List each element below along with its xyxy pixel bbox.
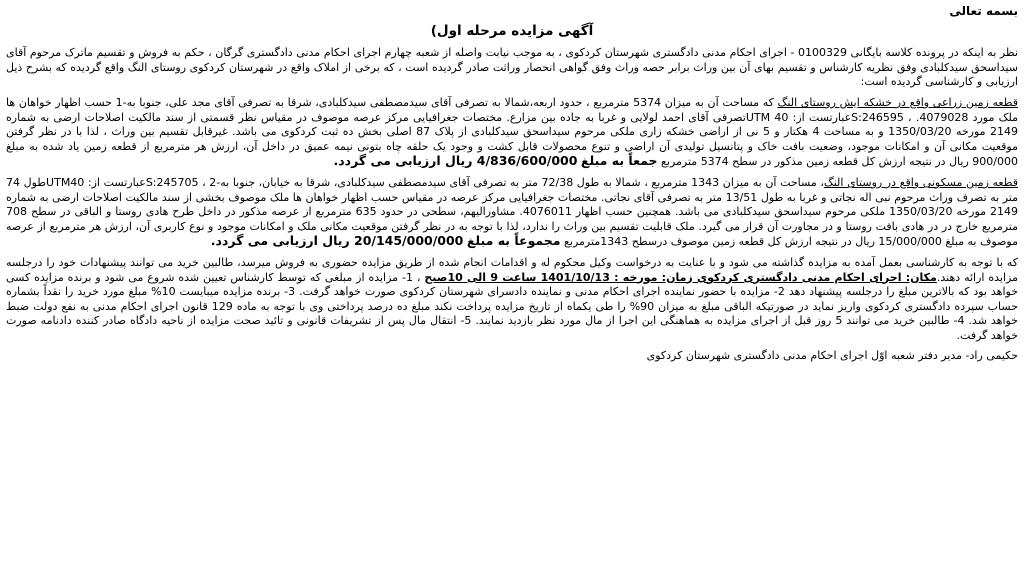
item-2-heading: قطعه زمین مسکونی واقع در روستای النگ	[823, 175, 1018, 189]
intro-paragraph: نظر به اینکه در پرونده کلاسه بایگانی 0100329 - اجرای احکام مدنی دادگستری شهرستان کردکوی ، به موجب نیابت واصله از شعبه چهارم اجرای احکام مدنی دادگستری گرگان ، حکم به فروش و تقسیم ماترک مرحوم آقای سیداسحق سیدکلبادی وفق نظریه کارشناس و تقسیم بهای آن بین وراث برابر حصه وراث وفق گواهی انحصار وراثت صادر گردیده است ، که برخی از املاک واقع در شهرستان کردکوی روستای النگ واقع گردیده که بشرح ذیل ارزیابی و کارشناسی گردیده است:	[6, 46, 1018, 89]
auction-place-time: مکان: اجرای احکام مدنی دادگستری کردکوی زمان: مورخه : 1401/10/13 ساعت 9 الی 10صبح	[424, 270, 937, 284]
signature-line: حکیمی راد- مدیر دفتر شعبه اوّل اجرای احکام مدنی دادگستری شهرستان کردکوی	[646, 349, 1018, 363]
item-1-total-label: جمعاً به مبلغ	[580, 153, 658, 169]
item-1-heading: قطعه زمین زراعی واقع در خشکه ایش روستای النگ	[777, 95, 1018, 109]
terms-intro: که با توجه به کارشناسی بعمل آمده به مزایده گذاشته می شود و با عنایت به درخواست وکیل محکوم له و اقدامات انجام شده از طریق مزایده حضوری به فروش میرسد، طالبین خرید می توانند پیشنهادات خود را درجلسه مزایده ارائه دهند.	[6, 255, 1019, 284]
terms-conditions: ، 1- مزایده از مبلغی که توسط کارشناس تعیین شده شروع می شود و برنده مزایده کسی خواهد بود که بالاترین مبلغ را درجلسه پیشنهاد دهد 2- مزایده با حضور نماینده اجرای احکام مدنی و نماینده دادسرای شهرستان کردکوی صورت خواهد گرفت. 3- برنده مزایده میبایست 10% مبلغ مورد خرید را نقداً بشماره حساب سپرده دادگستری کردکوی واریز نماید در صورتیکه الباقی مبلغ به میزان 90% را طی یکماه از تاریخ مزایده پرداخت نکند مبلغ ده درصد پرداختی وی با توجه به ماده 129 قانون اجرای احکام مدنی به نفع دولت ضبط خواهد شد. 4- طالبین خرید می توانند 5 روز قبل از اجرای مزایده به هماهنگی این اجرا از مال مورد نظر بازدید نمایند. 5- انتقال مال پس از تشریفات قانونی و تائید صحت مزایده از ناحیه دادگاه صادر کننده دادنامه صورت خواهد گرفت.	[6, 270, 1019, 342]
item-2-body: ، مساحت آن به میزان 1343 مترمربع ، شمالا به طول 72/38 متر به تصرفی آقای سیدمصطفی سیدکلبادی، شرقا به خیابان، جنوبا به-2 ، S:245705عبارتست از: UTM40طول 74 متر به تصرف وراث مرحوم نبی اله نجاتی و غربا به طول 13/51 متر به تصرفی آقای نجاتی. مختصات جغرافیایی مرکز عرصه در مقیاس حسب اظهار خواهان ها ملک موصوف بخشی از سند مالکیت اصلاحات ارضی به شماره 2149 مورخه 1350/03/20 ملکی مرحوم سیداسحق سیدکلبادی می باشد. همچنین حسب اظهار 4076011. مشاورالیهم، سطحی در حدود 635 مترمربع از عرصه مذکور در داخل طرح هادی روستا و الباقی در سطح 708 مترمربع خارج در در هادی بافت روستا و در مجاورت آن قرار می گیرد. ملک قابلیت تقسیم بین وراث را ندارد، لذا با توجه به در نظر گرفتن موقعیت مکانی ملک و امکانات موجود و نوع کاربری آن، ارزش هر مترمربع از عرصه موصوف به مبلغ 15/000/000 ریال در نتیجه ارزش کل قطعه زمین موصوف درسطح 1343مترمربع	[6, 175, 1018, 249]
terms-paragraph	[6, 256, 1018, 344]
item-1-total-amount: 4/836/600/000 ریال ارزیابی می گردد.	[333, 153, 578, 169]
item-2-paragraph	[6, 176, 1018, 250]
basmala-heading: بسمه تعالی	[949, 4, 1018, 18]
item-2-total-amount: 20/145/000/000 ریال ارزیابی می گردد.	[210, 233, 464, 249]
notice-title: آگهی مزایده مرحله اول)	[430, 22, 594, 39]
item-1-paragraph	[6, 96, 1018, 170]
item-1-body: که مساحت آن به میزان 5374 مترمربع ، حدود اربعه،شمالا به تصرفی آقای سیدمصطفی سیدکلبادی، شرقا به تصرفی آقای مجد علی، جنوبا به-1 حسب اظهار خواهان ها ملک مورد 4079028. ، S:246595عبارتست از: UTM 40تصرفی آقای احمد لولایی و غربا به جاده بین مزارع. مختصات جغرافیایی مرکز عرصه موصوف در مقیاس نظر قسمتی از سند مالکیت اصلاحات ارضی به شماره 2149 مورخه 1350/03/20 و به مساحت 4 هکتار و 5 نی از اراضی خشکه زاری ملکی مرحوم سیداسحق سیدکلبادی از پلاک 87 اصلی بخش ده ثبت کردکوی می باشد. غیرقابل تقسیم بین وراث ، لذا با در نظر گرفتن موقعیت مکانی آن و امکانات موجود، وضعیت بافت خاک و پتانسیل تولیدی آن اراضی و تنوع محصولات قابل کشت و وجود یک حلقه چاه بتونی نیمه عمیق در داخل آن، ارزش هر مترمربع از قطعه زمین یاد شده به مبلغ 900/000 ریال در نتیجه ارزش کل قطعه زمین مذکور در سطح 5374 مترمربع	[6, 95, 1018, 169]
item-2-total-label: مجموعاً به مبلغ	[466, 233, 561, 249]
